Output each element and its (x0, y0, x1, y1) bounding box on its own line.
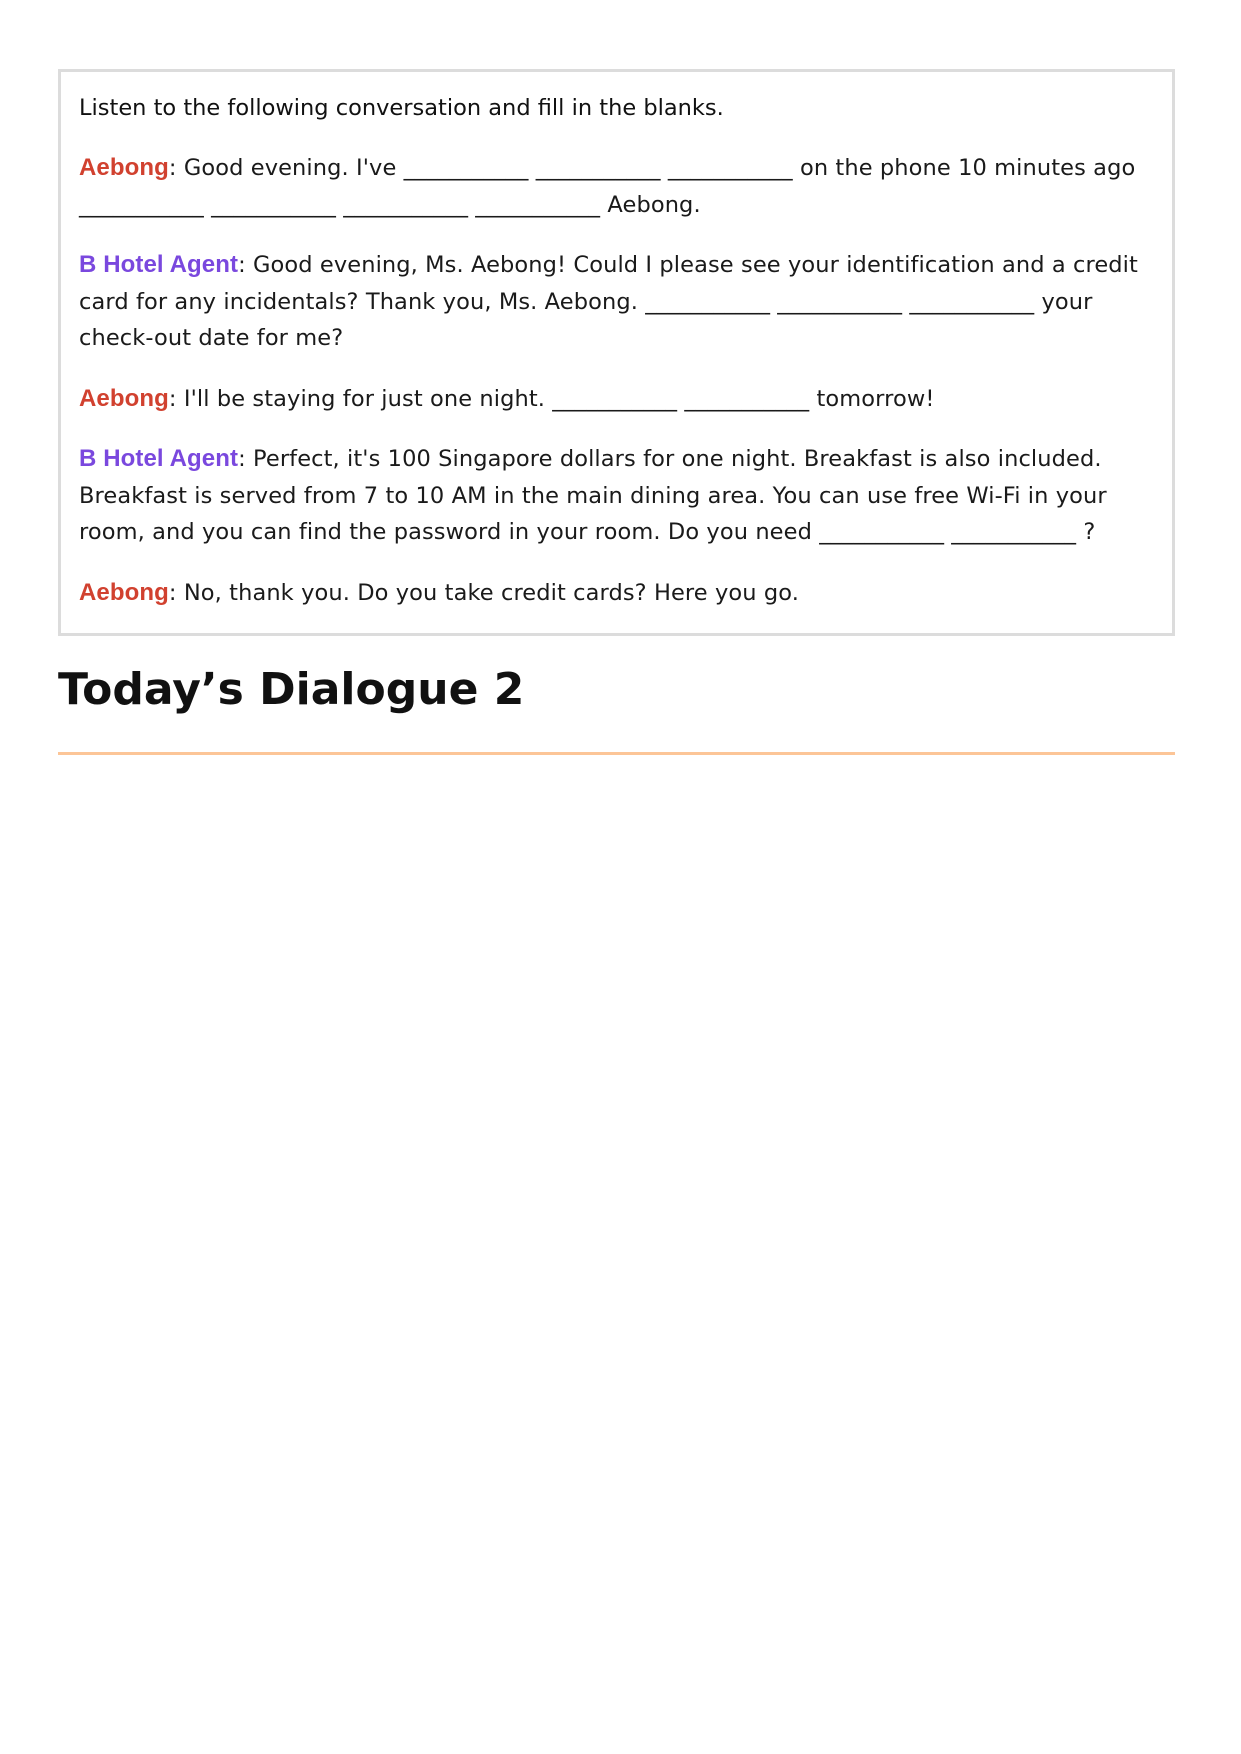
dialogue-text: : I'll be staying for just one night. ___________ ___________ tomorrow! (168, 385, 935, 412)
dialogue-line (79, 150, 1154, 223)
exercise-box (58, 69, 1175, 636)
dialogue-text: : Perfect, it's 100 Singapore dollars for one night. Breakfast is also included. Breakfast is served from 7 to 10 AM in the main dining area. You can use free Wi-Fi in your room, and you can find the password in your room. Do you need ___________ ___________ ? (79, 446, 1107, 545)
section-title: Today’s Dialogue 2 (58, 664, 525, 715)
dialogue-text: : Good evening, Ms. Aebong! Could I please see your identification and a credit card for any incidentals? Thank you, Ms. Aebong. ___________ ___________ ___________ your check-out date for me? (79, 252, 1138, 351)
title-divider (58, 752, 1175, 755)
dialogue-text: : No, thank you. Do you take credit cards? Here you go. (168, 579, 799, 606)
speaker-label: B Hotel Agent (79, 445, 239, 472)
dialogue-line (79, 441, 1154, 551)
dialogue-line (79, 575, 1154, 612)
speaker-label: B Hotel Agent (79, 251, 239, 278)
speaker-label: Aebong (79, 154, 169, 181)
dialogue-text: : Good evening. I've ___________ ___________ ___________ on the phone 10 minutes ago ___________ ___________ ___________ ___________ Aebong. (79, 155, 1136, 218)
dialogue-line (79, 247, 1154, 357)
speaker-label: Aebong (79, 578, 169, 606)
exercise-instruction: Listen to the following conversation and fill in the blanks. (79, 95, 724, 121)
dialogue-line (79, 381, 1154, 418)
speaker-label: Aebong (79, 384, 169, 412)
